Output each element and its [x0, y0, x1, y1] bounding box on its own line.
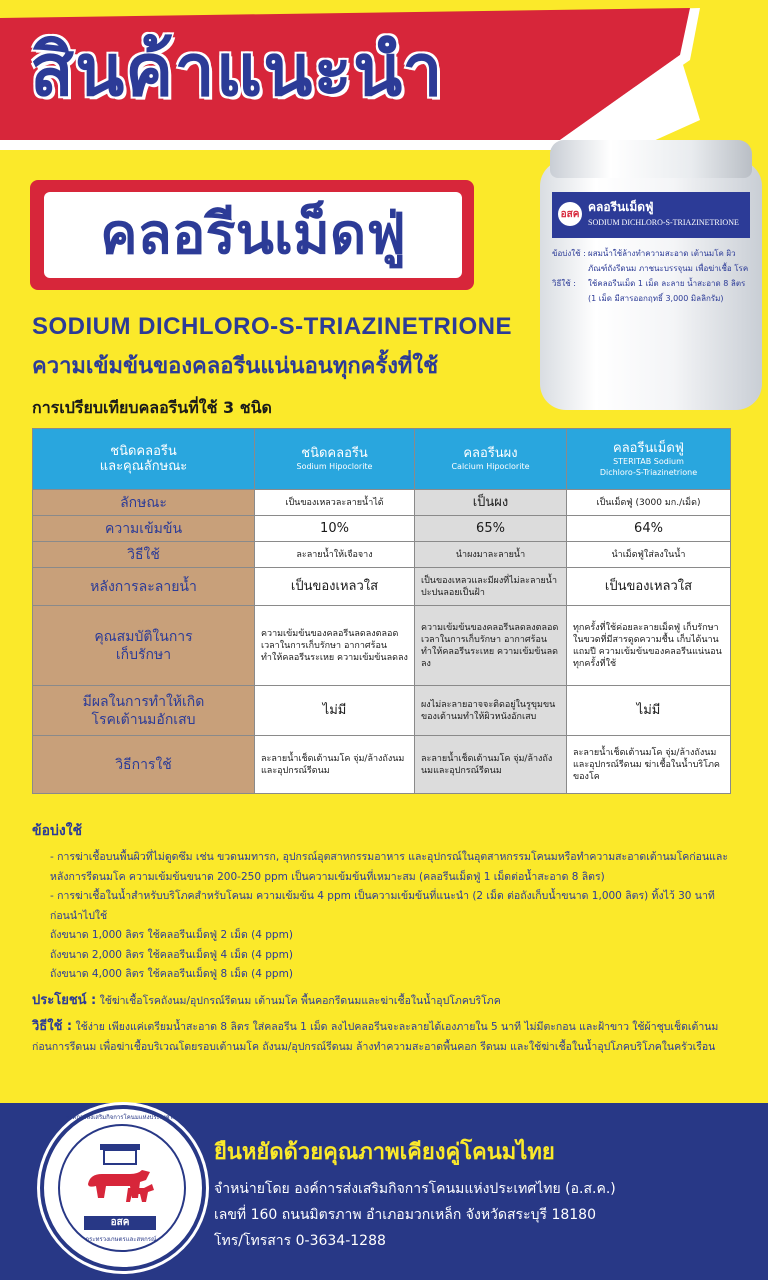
row-header: วิธีใช้: [33, 542, 255, 568]
tank-dosage-item: ถังขนาด 1,000 ลิตร ใช้คลอรีนเม็ดฟู่ 2 เม็ด (4 ppm): [50, 929, 293, 941]
table-cell: ความเข้มข้นของคลอรีนลดลงตลอดเวลาในการเก็บรักษา อากาศร้อนทำให้คลอรีนระเหย ความเข้มข้นลดลง: [255, 606, 415, 686]
row-header: ความเข้มข้น: [33, 516, 255, 542]
column-header: ชนิดคลอรีน Sodium Hipoclorite: [255, 429, 415, 490]
jar-row-value: ใช้คลอรีนเม็ด 1 เม็ด ละลาย น้ำสะอาด 8 ลิตร: [588, 279, 746, 288]
jar-row-key: วิธีใช้ :: [552, 279, 576, 288]
table-cell: ผงไม่ละลายอาจจะติดอยู่ในรูขุมขนของเต้านมทำให้ผิวหนังอักเสบ: [415, 686, 567, 736]
table-cell: 64%: [567, 516, 731, 542]
row-header: วิธีการใช้: [33, 736, 255, 794]
jar-logo: อสค: [558, 202, 582, 226]
distributor-line: จำหน่ายโดย องค์การส่งเสริมกิจการโคนมแห่งประเทศไทย (อ.ส.ค.): [214, 1181, 616, 1197]
usage-paragraph: - การฆ่าเชื้อในน้ำสำหรับบริโภคสำหรับโคนม ความเข้มข้น 4 ppm เป็นความเข้มข้นที่แนะนำ (2 เม็ด ต่อถังเก็บน้ำขนาด 1,000 ลิตร) ทิ้งไว้ 30 นาที ก่อนนำไปใช้: [50, 890, 715, 922]
benefit-label: ประโยชน์ :: [32, 992, 97, 1008]
tank-dosage-item: ถังขนาด 2,000 ลิตร ใช้คลอรีนเม็ดฟู่ 4 เม็ด (4 ppm): [50, 948, 293, 961]
address-line: เลขที่ 160 ถนนมิตรภาพ อำเภอมวกเหล็ก จังหวัดสระบุรี 18180: [214, 1207, 596, 1223]
chemical-name: SODIUM DICHLORO-S-TRIAZINETRIONE: [32, 313, 512, 340]
phone-line: โทร/โทรสาร 0-3634-1288: [214, 1233, 386, 1249]
row-header: คุณสมบัติในการ เก็บรักษา: [33, 606, 255, 686]
seal-abbreviation: อสค: [84, 1216, 156, 1230]
row-header: ลักษณะ: [33, 490, 255, 516]
jar-row-key: ข้อบ่งใช้ :: [552, 249, 586, 258]
jar-row-value: (1 เม็ด มีสารออกฤทธิ์ 3,000 มิลลิกรัม): [588, 294, 724, 303]
table-row: [33, 516, 731, 542]
jar-brand-en: SODIUM DICHLORO-S-TRIAZINETRIONE: [588, 218, 739, 227]
table-cell: ละลายน้ำเช็ดเต้านมโค จุ่ม/ล้างถังนมและอุปกรณ์รีดนม ฆ่าเชื้อในน้ำบริโภคของโค: [567, 736, 731, 794]
tagline: ความเข้มข้นของคลอรีนแน่นอนทุกครั้งที่ใช้: [32, 354, 439, 379]
table-cell: ไม่มี: [567, 686, 731, 736]
table-row: [33, 606, 731, 686]
comparison-table: [32, 428, 731, 794]
table-cell: เป็นเม็ดฟู่ (3000 มก./เม็ด): [567, 490, 731, 516]
cow-icon: [80, 1140, 160, 1212]
table-cell: ความเข้มข้นของคลอรีนลดลงตลอดเวลาในการเก็บรักษา อากาศร้อนทำให้คลอรีนระเหย ความเข้มข้นลดลง: [415, 606, 567, 686]
table-cell: เป็นของเหลวใส: [255, 568, 415, 606]
benefit-body: ใช้ฆ่าเชื้อโรคถังนม/อุปกรณ์รีดนม เต้านมโค พื้นคอกรีดนมและฆ่าเชื้อในน้ำอุปโภคบริโภค: [99, 994, 501, 1007]
footer-slogan: ยืนหยัดด้วยคุณภาพเคียงคู่โคนมไทย: [214, 1140, 555, 1165]
usage-paragraph: - การฆ่าเชื้อบนพื้นผิวที่ไม่ดูดซึม เช่น ขวดนมทารก, อุปกรณ์อุตสาหกรรมอาหาร และอุปกรณ์ในอุตสาหกรรมโคนมหรือทำความสะอาดเต้านมโคก่อนและหลังการรีดนมโค ความเข้มข้นขนาด 200-250 ppm เป็นความเข้มข้นที่เหมาะสม (คลอรีนเม็ดฟู่ 1 เม็ดต่อน้ำสะอาด 8 ลิตร): [50, 851, 728, 883]
jar-row-value: ผสมน้ำใช้ล้างทำความสะอาด เต้านมโค ผิวภัณฑ์ถังรีดนม ภาชนะบรรจุนม เพื่อฆ่าเชื้อ โรค: [588, 249, 749, 273]
table-cell: ละลายน้ำเช็ดเต้านมโค จุ่ม/ล้างถังนมและอุปกรณ์รีดนม: [415, 736, 567, 794]
usage-section: [32, 820, 732, 1057]
table-row: [33, 568, 731, 606]
seal-ring-text: องค์การส่งเสริมกิจการโคนมแห่งประเทศไทย: [65, 1114, 181, 1121]
jar-row-key: [552, 291, 588, 306]
product-jar-image: [540, 140, 762, 415]
table-cell: ทุกครั้งที่ใช้ค่อยละลายเม็ดฟู่ เก็บรักษาในขวดที่มีสารดูดความชื้น เก็บได้นานแถมปี ความเข้มข้นของคลอรีนแน่นอนทุกครั้งที่ใช้: [567, 606, 731, 686]
tank-dosage-item: ถังขนาด 4,000 ลิตร ใช้คลอรีนเม็ดฟู่ 8 เม็ด (4 ppm): [50, 968, 293, 980]
method-text: [32, 1017, 732, 1057]
table-row: [33, 736, 731, 794]
method-body: ใช้ง่าย เพียงแค่เตรียมน้ำสะอาด 8 ลิตร ใส่คลอรีน 1 เม็ด ลงไปคลอรีนจะละลายได้เองภายใน 5 นาที ไม่มีตะกอน และฝ้าขาว ใช้ผ้าชุบเช็ดเต้านมก่อนการรีดนม เพื่อฆ่าเชื้อบริเวณโดยรอบเต้านมโค ถังนม/อุปกรณ์รีดนม ล้างทำความสะอาดพื้นคอก รีดนม และใช้ฆ่าเชื้อในน้ำอุปโภคบริโภคในครัวเรือน: [32, 1021, 719, 1053]
table-cell: เป็นผง: [415, 490, 567, 516]
table-header-row: [33, 429, 731, 490]
jar-lid: [550, 140, 752, 178]
column-header: คลอรีนเม็ดฟู่ STERITAB Sodium Dichloro-S-Triazinetrione: [567, 429, 731, 490]
jar-brand: คลอรีนเม็ดฟู่: [588, 200, 654, 214]
table-cell: เป็นของเหลวใส: [567, 568, 731, 606]
table-cell: เป็นของเหลวละลายน้ำได้: [255, 490, 415, 516]
usage-title: ข้อบ่งใช้: [32, 823, 83, 839]
comparison-title: การเปรียบเทียบคลอรีนที่ใช้ 3 ชนิด: [32, 398, 272, 417]
column-header: ชนิดคลอรีน และคุณลักษณะ: [33, 429, 255, 490]
table-row: [33, 490, 731, 516]
table-cell: 65%: [415, 516, 567, 542]
table-cell: ไม่มี: [255, 686, 415, 736]
method-label: วิธีใช้ :: [32, 1019, 73, 1034]
table-cell: นำเม็ดฟู่ใส่ลงในน้ำ: [567, 542, 731, 568]
table-cell: ละลายน้ำให้เจือจาง: [255, 542, 415, 568]
row-header: หลังการละลายน้ำ: [33, 568, 255, 606]
table-row: [33, 686, 731, 736]
headline: สินค้าแนะนำ: [30, 28, 444, 112]
column-header: คลอรีนผง Calcium Hipoclorite: [415, 429, 567, 490]
benefit-text: [32, 991, 732, 1012]
table-cell: นำผงมาละลายน้ำ: [415, 542, 567, 568]
jar-label-text: [552, 246, 750, 306]
table-cell: เป็นของเหลวและมีผงที่ไม่ละลายน้ำปะปนลอยเป็นฝ้า: [415, 568, 567, 606]
table-row: [33, 542, 731, 568]
seal-bottom-text: กระทรวงเกษตรและสหกรณ์: [85, 1236, 157, 1243]
product-name: คลอรีนเม็ดฟู่: [100, 202, 406, 267]
table-cell: 10%: [255, 516, 415, 542]
row-header: มีผลในการทำให้เกิด โรคเต้านมอักเสบ: [33, 686, 255, 736]
product-name-box: [44, 192, 462, 278]
table-cell: ละลายน้ำเช็ดเต้านมโค จุ่ม/ล้างถังนมและอุปกรณ์รีดนม: [255, 736, 415, 794]
